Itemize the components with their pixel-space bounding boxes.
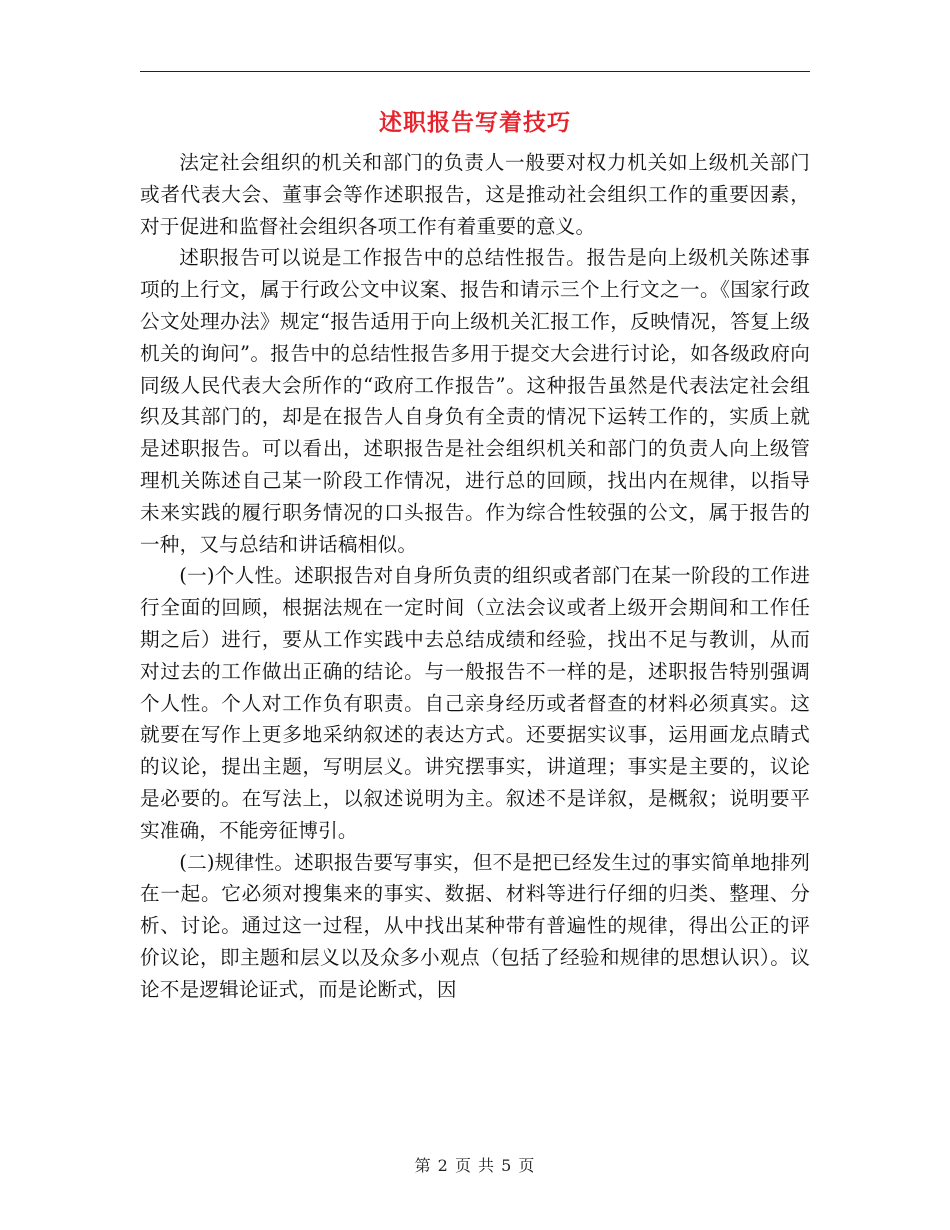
page-number: 第 2 页 共 5 页: [414, 1156, 536, 1175]
document-body: [140, 147, 810, 1006]
paragraph-personal: (一)个人性。述职报告对自身所负责的组织或者部门在某一阶段的工作进行全面的回顾，根据法规在一定时间（立法会议或者上级开会期间和工作任期之后）进行，要从工作实践中去总结成绩和经验，找出不足与教训，从而对过去的工作做出正确的结论。与一般报告不一样的是，述职报告特别强调个人性。个人对工作负有职责。自己亲身经历或者督查的材料必须真实。这就要在写作上更多地采纳叙述的表达方式。还要据实议事，运用画龙点睛式的议论，提出主题，写明层义。讲究摆事实，讲道理；事实是主要的，议论是必要的。在写法上，以叙述说明为主。叙述不是详叙，是概叙；说明要平实准确，不能旁征博引。: [140, 564, 810, 842]
paragraph-definition: 述职报告可以说是工作报告中的总结性报告。报告是向上级机关陈述事项的上行文，属于行政公文中议案、报告和请示三个上行文之一。《国家行政公文处理办法》规定“报告适用于向上级机关汇报工作，反映情况，答复上级机关的询问”。报告中的总结性报告多用于提交大会进行讨论，如各级政府向同级人民代表大会所作的“政府工作报告”。这种报告虽然是代表法定社会组织及其部门的，却是在报告人自身负有全责的情况下运转工作的，实质上就是述职报告。可以看出，述职报告是社会组织机关和部门的负责人向上级管理机关陈述自己某一阶段工作情况，进行总的回顾，找出内在规律，以指导未来实践的履行职务情况的口头报告。作为综合性较强的公文，属于报告的一种，又与总结和讲话稿相似。: [140, 246, 810, 556]
document-title: 述职报告写着技巧: [379, 110, 571, 136]
paragraph-intro: 法定社会组织的机关和部门的负责人一般要对权力机关如上级机关部门或者代表大会、董事会等作述职报告，这是推动社会组织工作的重要因素，对于促进和监督社会组织各项工作有着重要的意义。: [140, 151, 810, 238]
header-rule: [140, 71, 810, 72]
paragraph-regularity: (二)规律性。述职报告要写事实，但不是把已经发生过的事实简单地排列在一起。它必须对搜集来的事实、数据、材料等进行仔细的归类、整理、分析、讨论。通过这一过程，从中找出某种带有普遍性的规律，得出公正的评价议论，即主题和层义以及众多小观点（包括了经验和规律的思想认识）。议论不是逻辑论证式，而是论断式，因: [140, 850, 810, 1001]
